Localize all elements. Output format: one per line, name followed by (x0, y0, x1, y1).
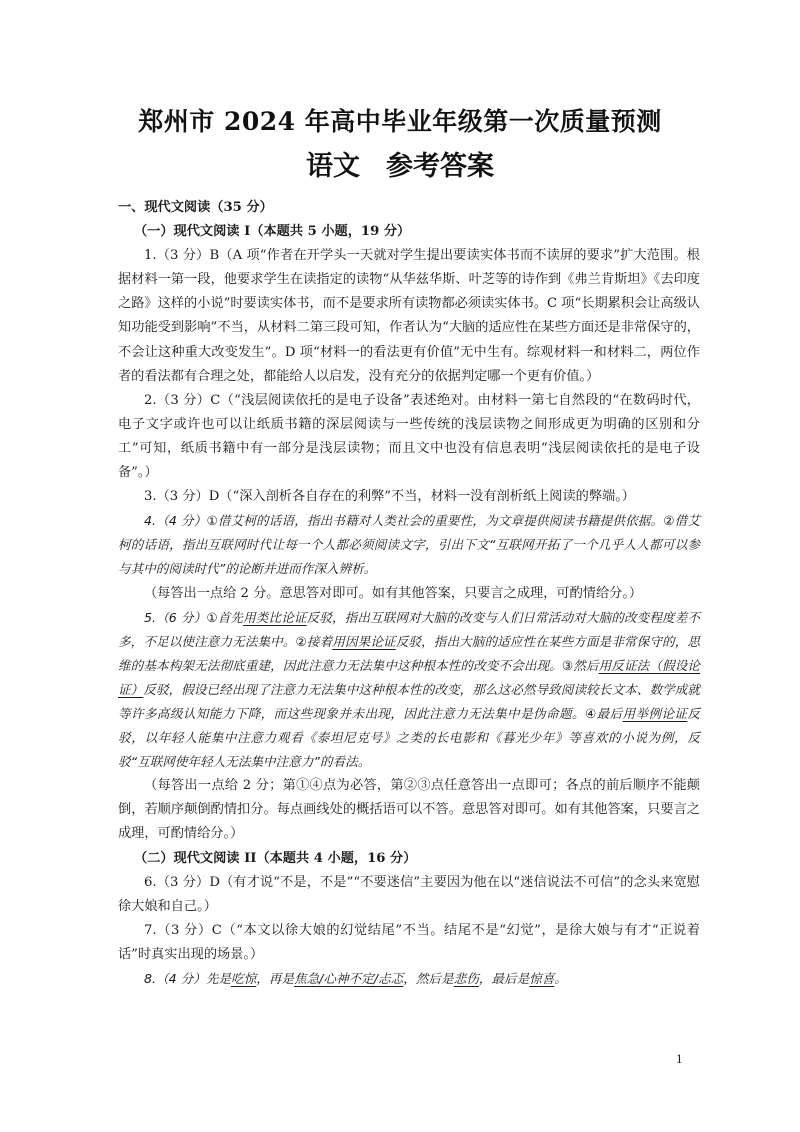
scoring-note-q4: （每答出一点给 2 分。意思答对即可。如有其他答案，只要言之成理，可酌情给分。） (144, 585, 643, 601)
answer-body (118, 196, 700, 991)
q5-underline-1: 用类比论证 (243, 609, 307, 625)
answer-key-title (0, 144, 800, 183)
answer-q3: 3.（3 分）D（“深入剖析各自存在的利弊”不当，材料一没有剖析纸上阅读的弊端。） (144, 489, 635, 505)
scoring-note-q5: （每答出一点给 2 分；第①④点为必答，第②③点任意答出一点即可；各点的前后顺序不能颠倒，若顺序颠倒酌情扣分。每点画线处的概括语可以不答。意思答对即可。如有其他答案，只要言之成理，可酌情给分。） (118, 778, 700, 842)
q8-underline-3: 悲伤 (453, 971, 479, 986)
q5-underline-2: 用因果论证 (332, 633, 396, 649)
q8-underline-4: 惊喜 (529, 971, 555, 986)
doc-type-label: 参考答案 (386, 151, 494, 182)
q8-underline-2: 焦急/心神不定/忐忑 (293, 971, 404, 986)
answer-q8 (118, 967, 700, 991)
q8-part-c: ，然后是 (403, 971, 454, 986)
subsection-heading-1: （一）现代文阅读 I（本题共 5 小题，19 分） (134, 224, 411, 240)
q5-part-d: 反驳，假设已经出现了注意力无法集中这种根本性的改变，那么这必然导致阅读较长文本、数学成就等许多高级认知能力下降，而这些现象并未出现，因此注意力无法集中是伪命题。④最后 (118, 681, 701, 721)
answer-q1: 1.（3 分）B（A 项“作者在开学头一天就对学生提出要读实体书而不读屏的要求”扩大范围。根据材料一第一段，他要求学生在读指定的读物“从华兹华斯、叶芝等的诗作到《弗兰肯斯坦》《去印度之路》这样的小说”时要读实体书，而不是要求所有读物都必须读实体书。C 项“长期累积会让高级认知功能受到影响”不当，从材料二第三段可知，作者认为“大脑的适应性在某些方面还是非常保守的，不会让这种重大改变发生”。D 项“材料一的看法更有价值”无中生有。综观材料一和材料二，两位作者的看法都有合理之处，都能给人以启发，没有充分的依据判定哪一个更有价值。） (118, 248, 700, 384)
q5-part-e: 反驳，以年轻人能集中注意力观看《泰坦尼克号》之类的长电影和《暮光少年》等喜欢的小说为例，反驳“互联网使年轻人无法集中注意力”的看法。 (118, 705, 700, 770)
subject-label: 语文 (306, 151, 360, 182)
exam-title: 郑州市 2024 年高中毕业年级第一次质量预测 (138, 107, 662, 136)
q8-underline-1: 吃惊 (231, 971, 257, 986)
q5-underline-4: 用举例论证 (622, 705, 688, 721)
page-number: 1 (676, 1051, 683, 1066)
answer-q7: 7.（3 分）C（“本文以徐大娘的幻觉结尾”不当。结尾不是“幻觉”，是徐大娘与有才“正说着话”时真实出现的场景。） (118, 922, 700, 962)
q8-part-d: ，最后是 (478, 971, 530, 986)
q8-part-e: 。 (554, 971, 567, 986)
q5-part-a: 5.（6 分）①首先 (144, 609, 244, 625)
q5-underline-3: 用反证法（假设论证） (118, 657, 700, 697)
section-heading: 一、现代文阅读（35 分） (118, 200, 273, 215)
q5-part-b: 反驳，指出互联网对大脑的改变与人们日常活动对大脑的改变程度差不多，不足以使注意力无法集中。②接着 (118, 609, 701, 649)
q8-part-b: ，再是 (256, 971, 294, 986)
answer-q2: 2.（3 分）C（“浅层阅读依托的是电子设备”表述绝对。由材料一第七自然段的“在数码时代，电子文字或许也可以让纸质书籍的深层阅读与一些传统的浅层读物之间形成更为明确的区别和分工”可知，纸质书籍中有一部分是浅层读物；而且文中也没有信息表明“浅层阅读依托的是电子设备”。） (118, 392, 700, 481)
answer-q6: 6.（3 分）D（有才说“不是，不是”“不要迷信”主要因为他在以“迷信说法不可信”的念头来宽慰徐大娘和自己。） (118, 874, 700, 914)
q5-part-c: 反驳，指出大脑的适应性在某些方面是非常保守的，思维的基本构架无法彻底重建，因此注意力无法集中这种根本性的改变不会出现。③然后 (118, 633, 701, 673)
answer-q5 (118, 606, 700, 775)
answer-q4: 4.（4 分）①借艾柯的话语，指出书籍对人类社会的重要性，为文章提供阅读书籍提供依据。②借艾柯的话语，指出互联网时代让每一个人都必须阅读文字，引出下文“互联网开拓了一个几乎人人都可以参与其中的阅读时代”的论断并进而作深入辨析。 (118, 513, 700, 577)
subsection-heading-2: （二）现代文阅读 II（本题共 4 小题，16 分） (134, 850, 417, 866)
q8-part-a: 8.（4 分）先是 (144, 971, 232, 986)
